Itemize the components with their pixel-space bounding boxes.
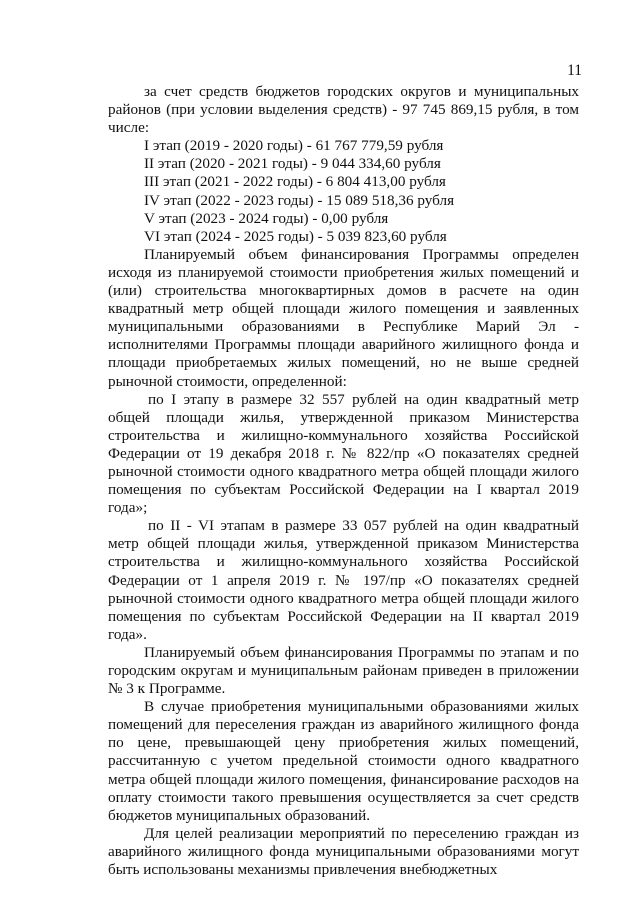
page-number: 11 [567,62,582,79]
planned-volume-paragraph: Планируемый объем финансирования Программы определен исходя из планируемой стоимости приобретения жилых помещений и (или) строительства многоквартирных домов в расчете на один квадратный метр общей площади жилого помещения и заявленных муниципальными образованиями в Республике Марий Эл - исполнителями Программы площади аварийного жилищного фонда и площади приобретаемых жилых помещений, но не выше средней рыночной стоимости, определенной: [108,245,579,390]
stage-item: I этап (2019 - 2020 годы) - 61 767 779,59 рубля [144,137,444,155]
stage-item: V этап (2023 - 2024 годы) - 0,00 рубля [144,209,389,227]
excess-cost-paragraph: В случае приобретения муниципальными образованиями жилых помещений для переселения граждан из аварийного жилищного фонда по цене, превышающей цену приобретения жилых помещений, рассчитанную с учетом предельной стоимости одного квадратного метра общей площади жилого помещения, финансирование расходов на оплату стоимости такого превышения осуществляется за счет средств бюджетов муниципальных образований. [108,698,579,824]
intro-paragraph: за счет средств бюджетов городских округов и муниципальных районов (при условии выделения средств) - 97 745 869,15 рубля, в том числе: [108,83,579,137]
stage-item: IV этап (2022 - 2023 годы) - 15 089 518,36 рубля [144,191,455,209]
stage2-6-price-paragraph: по II - VI этапам в размере 33 057 рублей на один квадратный метр общей площади жилья, утвержденной приказом Министерства строительства и жилищно-коммунального хозяйства Российской Федерации от 1 апреля 2019 г. № 197/пр «О показателях средней рыночной стоимости одного квадратного метра общей площади жилого помещения по субъектам Российской Федерации на II квартал 2019 года». [108,517,579,643]
extrabudgetary-paragraph: Для целей реализации мероприятий по переселению граждан из аварийного жилищного фонда муниципальными образованиями могут быть использованы механизмы привлечения внебюджетных [108,824,579,879]
document-body [108,83,579,879]
funding-stages-list [108,137,579,246]
stage1-price-paragraph: по I этапу в размере 32 557 рублей на один квадратный метр общей площади жилья, утвержденной приказом Министерства строительства и жилищно-коммунального хозяйства Российской Федерации от 19 декабря 2018 г. № 822/пр «О показателях средней рыночной стоимости одного квадратного метра общей площади жилого помещения по субъектам Российской Федерации на I квартал 2019 года»; [108,390,579,517]
stage-item: VI этап (2024 - 2025 годы) - 5 039 823,60 рубля [144,227,447,245]
stage-item: II этап (2020 - 2021 годы) - 9 044 334,60 рубля [144,155,441,173]
by-stages-paragraph: Планируемый объем финансирования Программы по этапам и по городским округам и муниципальным районам приведен в приложении № 3 к Программе. [108,643,579,698]
stage-item: III этап (2021 - 2022 годы) - 6 804 413,00 рубля [144,173,446,191]
